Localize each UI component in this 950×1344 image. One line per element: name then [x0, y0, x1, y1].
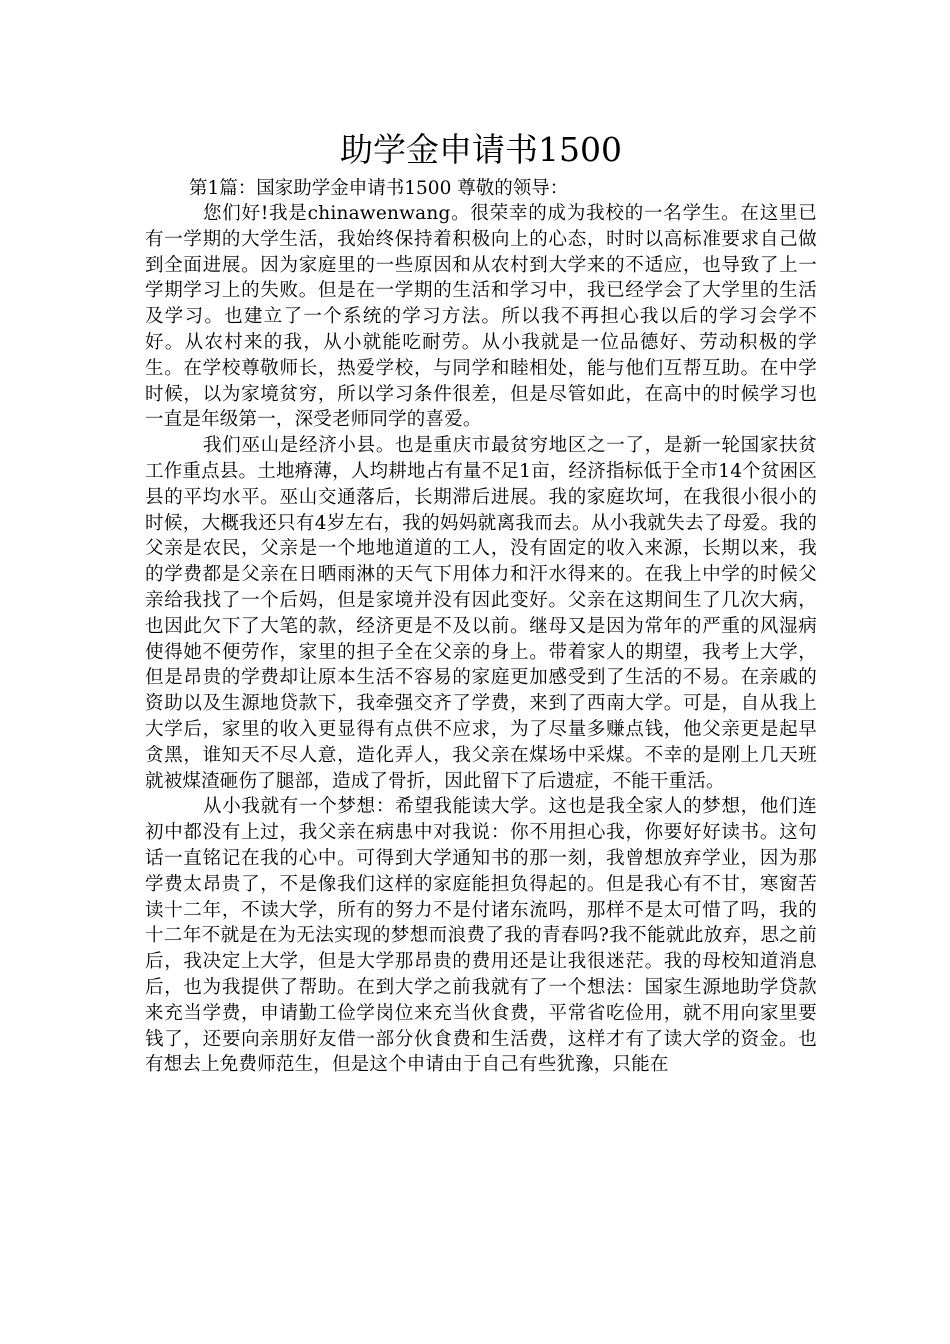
document-title: 助学金申请书1500: [340, 130, 622, 169]
paragraph-2: 我们巫山是经济小县。也是重庆市最贫穷地区之一了，是新一轮国家扶贫工作重点县。土地瘠薄，人均耕地占有量不足1亩，经济指标低于全市14个贫困区县的平均水平。巫山交通落后，长期滞后进展。我的家庭坎坷，在我很小很小的时候，大概我还只有4岁左右，我的妈妈就离我而去。从小我就失去了母爱。我的父亲是农民，父亲是一个地地道道的工人，没有固定的收入来源，长期以来，我的学费都是父亲在日晒雨淋的天气下用体力和汗水得来的。在我上中学的时候父亲给我找了一个后妈，但是家境并没有因此变好。父亲在这期间生了几次大病，也因此欠下了大笔的款，经济更是不及以前。继母又是因为常年的严重的风湿病使得她不便劳作，家里的担子全在父亲的身上。带着家人的期望，我考上大学，但是昂贵的学费却让原本生活不容易的家庭更加感受到了生活的不易。在亲戚的资助以及生源地贷款下，我牵强交齐了学费，来到了西南大学。可是，自从我上大学后，家里的收入更显得有点供不应求，为了尽量多赚点钱，他父亲更是起早贪黑，谁知天不尽人意，造化弄人，我父亲在煤场中采煤。不幸的是刚上几天班就被煤渣砸伤了腿部，造成了骨折，因此留下了后遗症，不能干重活。: [145, 435, 817, 792]
document-page: [145, 128, 817, 1078]
paragraph-1: 您们好!我是chinawenwang。很荣幸的成为我校的一名学生。在这里已有一学期的大学生活，我始终保持着积极向上的心态，时时以高标准要求自己做到全面进展。因为家庭里的一些原因和从农村到大学来的不适应，也导致了上一学期学习上的失败。但是在一学期的生活和学习中，我已经学会了大学里的生活及学习。也建立了一个系统的学习方法。所以我不再担心我以后的学习会学不好。从农村来的我，从小就能吃耐劳。从小我就是一位品德好、劳动积极的学生。在学校尊敬师长，热爱学校，与同学和睦相处，能与他们互帮互助。在中学时候，以为家境贫穷，所以学习条件很差，但是尽管如此，在高中的时候学习也一直是年级第一，深受老师同学的喜爱。: [145, 203, 817, 431]
paragraph-3: 从小我就有一个梦想：希望我能读大学。这也是我全家人的梦想，他们连初中都没有上过，我父亲在病患中对我说：你不用担心我，你要好好读书。这句话一直铭记在我的心中。可得到大学通知书的那一刻，我曾想放弃学业，因为那学费太昂贵了，不是像我们这样的家庭能担负得起的。但是我心有不甘，寒窗苦读十二年，不读大学，所有的努力不是付诸东流吗，那样不是太可惜了吗，我的十二年不就是在为无法实现的梦想而浪费了我的青春吗?我不能就此放弃，思之前后，我决定上大学，但是大学那昂贵的费用还是让我很迷茫。我的母校知道消息后，也为我提供了帮助。在到大学之前我就有了一个想法：国家生源地助学贷款来充当学费，申请勤工俭学岗位来充当伙食费，平常省吃俭用，就不用向家里要钱了，还要向亲朋好友借一部分伙食费和生活费，这样才有了读大学的资金。也有想去上免费师范生，但是这个申请由于自己有些犹豫，只能在: [145, 796, 817, 1076]
document-subtitle: 第1篇：国家助学金申请书1500 尊敬的领导：: [189, 178, 569, 199]
